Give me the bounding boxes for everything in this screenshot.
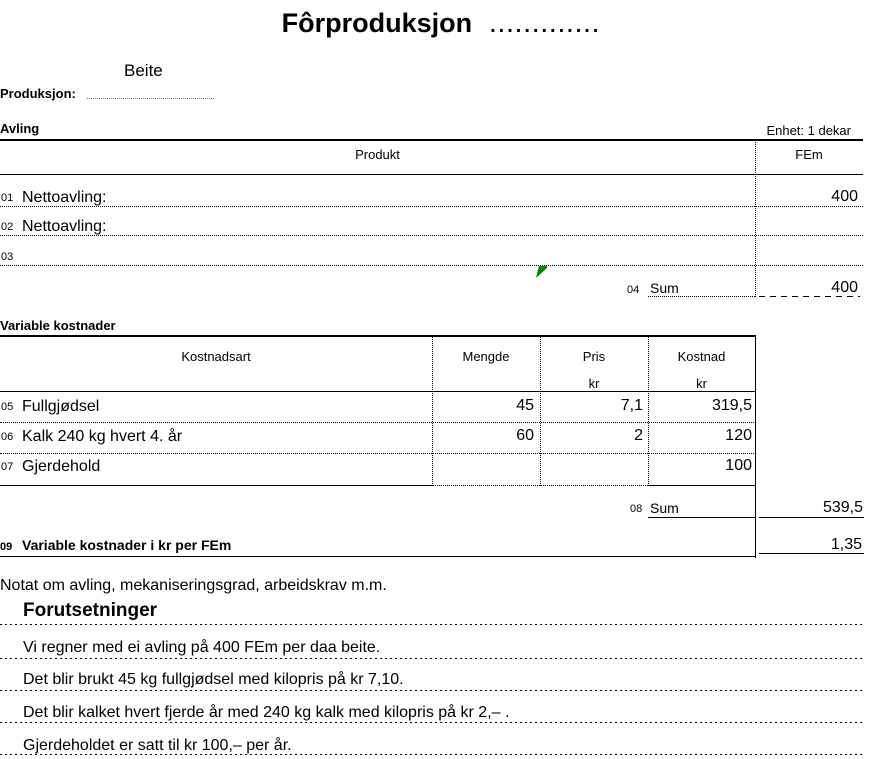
note-line-4: Gjerdeholdet er satt til kr 100,– per år.	[23, 737, 292, 754]
note-line-2: Det blir brukt 45 kg fullgjødsel med kilopris på kr 7,10.	[23, 671, 404, 688]
per-fem-number: 09	[0, 541, 13, 553]
avling-sum-label-line	[648, 296, 755, 297]
avling-header-rule	[0, 174, 863, 175]
kostnad-row-1-mengde: 45	[516, 397, 534, 414]
produksjon-fill-line	[87, 98, 214, 99]
avling-row-2-label: Nettoavling:	[22, 218, 107, 235]
kostnader-section-title: Variable kostnader	[0, 318, 116, 333]
avling-sum-value: 400	[831, 279, 858, 296]
avling-row-3-number: 03	[1, 251, 14, 263]
produkt-column-header: Produkt	[355, 147, 400, 162]
kostnad-row-2-pris: 2	[634, 427, 643, 444]
avling-section-title: Avling	[0, 121, 40, 136]
kostnad-row-1-line	[0, 422, 756, 423]
kostnad-row-2-label: Kalk 240 kg hvert 4. år	[22, 428, 183, 445]
kostnad-row-3-number: 07	[1, 461, 14, 473]
note-line-3: Det blir kalket hvert fjerde år med 240 kg kalk med kilopris på kr 2,– .	[23, 704, 510, 721]
avling-sum-number: 04	[627, 284, 640, 296]
note-line-2-rule	[0, 690, 863, 691]
kostnader-bottom-rule-right	[648, 485, 756, 486]
note-line-1-rule	[0, 658, 863, 659]
note-line-4-rule	[0, 754, 863, 755]
per-fem-bottom-rule	[0, 556, 756, 557]
kostnad-row-2-number: 06	[1, 431, 14, 443]
per-fem-label: Variable kostnader i kr per FEm	[22, 537, 232, 553]
kostnadsart-column-header: Kostnadsart	[181, 349, 251, 364]
forutsetninger-heading: Forutsetninger	[23, 600, 158, 621]
avling-sum-label: Sum	[650, 280, 679, 296]
kostnad-row-1-number: 05	[1, 401, 14, 413]
title-fill-dots: .............	[490, 15, 602, 37]
pris-kr-label: kr	[588, 376, 600, 391]
kostnad-row-2-kostnad: 120	[725, 427, 752, 444]
kostnader-sum-value-line	[759, 517, 864, 518]
kostnad-row-2-mengde: 60	[516, 427, 534, 444]
kostnad-row-3-label: Gjerdehold	[22, 458, 101, 475]
produksjon-label: Produksjon:	[0, 86, 76, 101]
title-row	[0, 8, 883, 38]
note-line-1: Vi regner med ei avling på 400 FEm per daa beite.	[23, 639, 381, 656]
avling-row-3-line	[0, 265, 863, 266]
unit-label: Enhet: 1 dekar	[766, 123, 851, 138]
mengde-column-header: Mengde	[462, 349, 510, 364]
fem-column-header: FEm	[795, 147, 823, 162]
avling-top-rule	[0, 139, 863, 141]
page-title: Fôrproduksjon	[281, 8, 473, 38]
kostnad-kr-label: kr	[696, 376, 707, 391]
pris-column-header: Pris	[582, 349, 606, 364]
avling-row-1-line	[0, 206, 863, 207]
avling-row-1-label: Nettoavling:	[22, 189, 107, 206]
kostnader-top-rule	[0, 335, 756, 337]
note-line-3-rule	[0, 722, 863, 723]
kostnad-row-1-label: Fullgjødsel	[22, 398, 100, 415]
kostnad-row-2-line	[0, 453, 756, 454]
kostnader-sum-number: 08	[630, 503, 643, 515]
avling-row-1-number: 01	[1, 192, 14, 204]
kostnader-bottom-rule-mid	[432, 485, 648, 486]
notat-text: Notat om avling, mekaniseringsgrad, arbeidskrav m.m.	[0, 577, 387, 594]
avling-row-2-number: 02	[1, 221, 14, 233]
kostnad-row-3-kostnad: 100	[725, 457, 752, 474]
kostnader-sum-value: 539,5	[822, 499, 863, 516]
subtitle-beite: Beite	[124, 61, 163, 80]
avling-column-divider	[755, 139, 756, 297]
avling-row-2-line	[0, 235, 863, 236]
avling-row-1-value: 400	[831, 188, 858, 205]
kostnader-sum-label-line	[648, 517, 755, 518]
per-fem-value: 1,35	[830, 536, 862, 553]
kostnader-right-border	[755, 335, 756, 558]
green-arrow-marker-icon	[536, 266, 547, 278]
note-line-0-rule	[0, 624, 863, 625]
kostnader-bottom-rule-left	[0, 485, 432, 486]
avling-sum-value-line	[759, 296, 860, 297]
kostnader-header-rule	[0, 391, 756, 392]
kostnad-row-1-pris: 7,1	[620, 397, 643, 414]
kostnad-row-1-kostnad: 319,5	[711, 397, 752, 414]
per-fem-value-line	[759, 553, 864, 554]
kostnad-column-header: Kostnad	[677, 349, 726, 364]
kostnader-sum-label: Sum	[650, 500, 679, 516]
